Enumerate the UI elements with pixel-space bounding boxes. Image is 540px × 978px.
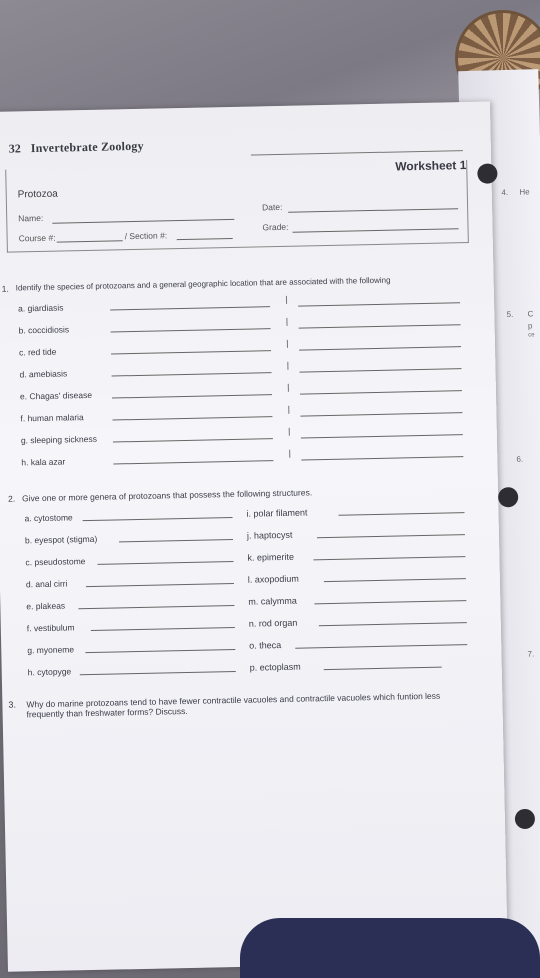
answer-line[interactable] bbox=[314, 600, 466, 604]
q2-item: g. myoneme bbox=[27, 644, 75, 656]
next-page-fragment: C bbox=[527, 309, 534, 319]
answer-line[interactable] bbox=[313, 556, 465, 560]
next-page-number-4: 4. bbox=[501, 187, 509, 198]
q2-prompt: Give one or more genera of protozoans that possess the following structures. bbox=[21, 487, 313, 504]
answer-line[interactable] bbox=[300, 368, 462, 372]
separator bbox=[286, 318, 287, 326]
answer-line[interactable] bbox=[97, 561, 233, 565]
answer-line[interactable] bbox=[300, 390, 462, 394]
q1-item: d. amebiasis bbox=[19, 368, 68, 380]
answer-line[interactable] bbox=[301, 456, 463, 460]
answer-line[interactable] bbox=[339, 512, 465, 516]
separator bbox=[287, 340, 288, 348]
answer-line[interactable] bbox=[110, 306, 270, 310]
section-label: / Section #: bbox=[124, 230, 168, 242]
separator bbox=[286, 296, 287, 304]
q1-number: 1. bbox=[1, 283, 9, 294]
answer-line[interactable] bbox=[300, 412, 462, 416]
q1-prompt: Identify the species of protozoans and a general geographic location that are associated with the following bbox=[15, 275, 391, 293]
answer-line[interactable] bbox=[111, 328, 271, 332]
q1-item: g. sleeping sickness bbox=[20, 433, 98, 446]
answer-line[interactable] bbox=[119, 539, 233, 542]
next-page-number-5: 5. bbox=[506, 309, 514, 320]
page-number: 32 bbox=[8, 141, 21, 156]
q2-item: j. haptocyst bbox=[246, 529, 293, 541]
answer-line[interactable] bbox=[299, 346, 461, 350]
separator bbox=[288, 406, 289, 414]
date-label: Date: bbox=[261, 201, 283, 213]
q2-item: a. cytostome bbox=[24, 512, 73, 524]
q2-number: 2. bbox=[7, 493, 16, 504]
q3-line-2: frequently than freshwater forms? Discuss. bbox=[26, 705, 188, 720]
q2-item: c. pseudostome bbox=[25, 556, 86, 568]
q2-item: i. polar filament bbox=[246, 507, 308, 519]
answer-line[interactable] bbox=[324, 667, 442, 670]
q1-item: e. Chagas' disease bbox=[19, 389, 93, 402]
q1-item: c. red tide bbox=[18, 346, 57, 358]
q1-item: f. human malaria bbox=[20, 412, 84, 424]
next-page-fragment: ce bbox=[528, 332, 535, 339]
next-page-fragment: p bbox=[527, 321, 533, 331]
answer-line[interactable] bbox=[298, 302, 460, 306]
worksheet-label: Worksheet 1 bbox=[395, 158, 467, 174]
fabric-strap bbox=[240, 918, 540, 978]
q2-item: e. plakeas bbox=[26, 600, 66, 612]
q2-item: h. cytopyge bbox=[27, 666, 72, 678]
grade-label: Grade: bbox=[262, 221, 289, 233]
separator bbox=[289, 428, 290, 436]
worksheet-page bbox=[0, 102, 508, 972]
answer-line[interactable] bbox=[113, 438, 273, 442]
q1-item: a. giardiasis bbox=[18, 302, 64, 314]
q2-item: o. theca bbox=[249, 640, 282, 651]
name-label: Name: bbox=[18, 212, 44, 224]
answer-line[interactable] bbox=[91, 627, 235, 631]
course-label: Course #: bbox=[18, 232, 56, 244]
q2-item: m. calymma bbox=[248, 595, 297, 607]
separator bbox=[289, 450, 290, 458]
answer-line[interactable] bbox=[112, 416, 272, 420]
answer-line[interactable] bbox=[83, 517, 233, 521]
next-page-fragment: He bbox=[519, 187, 530, 197]
answer-line[interactable] bbox=[112, 372, 272, 376]
answer-line[interactable] bbox=[113, 460, 273, 464]
q2-item: b. eyespot (stigma) bbox=[24, 533, 98, 546]
answer-line[interactable] bbox=[78, 605, 234, 609]
q2-item: k. epimerite bbox=[247, 551, 295, 563]
answer-line[interactable] bbox=[86, 583, 234, 587]
q1-item: h. kala azar bbox=[21, 456, 66, 468]
info-box bbox=[5, 160, 469, 253]
q3-line-1: Why do marine protozoans tend to have fewer contractile vacuoles and contractile vacuoles which funtion less bbox=[26, 690, 441, 710]
next-page-number-7: 7. bbox=[527, 649, 535, 659]
q2-item: l. axopodium bbox=[247, 573, 299, 585]
q2-item: d. anal cirri bbox=[25, 578, 68, 590]
answer-line[interactable] bbox=[112, 394, 272, 398]
answer-line[interactable] bbox=[295, 644, 467, 649]
answer-line[interactable] bbox=[299, 324, 461, 328]
book-title: Invertebrate Zoology bbox=[30, 138, 144, 156]
divider bbox=[251, 150, 463, 155]
answer-line[interactable] bbox=[301, 434, 463, 438]
q2-item: f. vestibulum bbox=[26, 622, 75, 634]
topic-title: Protozoa bbox=[17, 188, 58, 201]
q3-number: 3. bbox=[8, 699, 17, 710]
answer-line[interactable] bbox=[85, 649, 235, 653]
answer-line[interactable] bbox=[324, 578, 466, 582]
answer-line[interactable] bbox=[317, 534, 465, 538]
separator bbox=[288, 384, 289, 392]
q1-item: b. coccidiosis bbox=[18, 324, 70, 336]
q2-item: p. ectoplasm bbox=[249, 661, 301, 673]
q2-item: n. rod organ bbox=[248, 617, 298, 629]
answer-line[interactable] bbox=[319, 622, 467, 626]
next-page-number-6: 6. bbox=[516, 454, 524, 464]
separator bbox=[287, 362, 288, 370]
answer-line[interactable] bbox=[111, 350, 271, 354]
answer-line[interactable] bbox=[80, 671, 236, 675]
